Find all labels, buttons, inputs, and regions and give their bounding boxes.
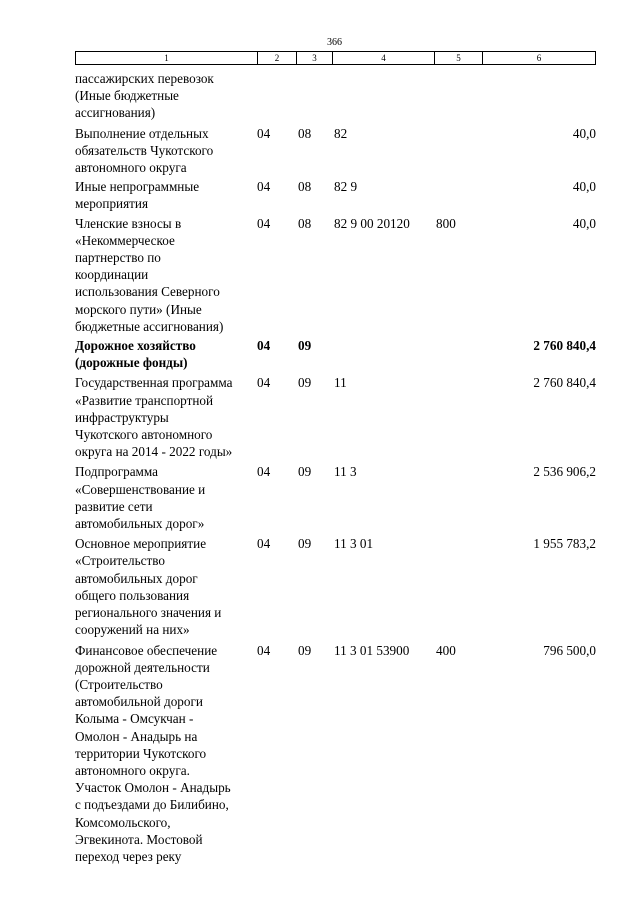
row-col-3: 08 [298,125,312,141]
row-name: пассажирских перевозок (Иные бюджетные ассигнования) [75,71,214,121]
row-col-2: 04 [257,125,271,141]
row-col-2: 04 [257,179,271,195]
table-row [75,535,596,638]
row-name: Дорожное хозяйство (дорожные фонды) [75,338,196,371]
row-col-4: 11 3 01 [334,536,374,552]
row-col-6: 40,0 [572,125,596,141]
row-col-3: 09 [298,338,312,354]
row-col-2: 04 [257,375,271,391]
table-row [75,337,596,371]
row-col-6: 1 955 783,2 [533,536,596,552]
row-col-4: 82 [334,125,348,141]
row-name: Основное мероприятие «Строительство автомобильных дорог общего пользования регионального значения и сооружений на них» [75,536,222,638]
row-col-4: 82 9 [334,179,358,195]
row-col-6: 2 760 840,4 [533,338,596,354]
header-col-1: 1 [75,51,258,65]
row-col-2: 04 [257,536,271,552]
row-col-4: 82 9 00 20120 [334,215,410,231]
row-col-4: 11 3 [334,464,357,480]
row-name: Выполнение отдельных обязательств Чукотского автономного округа [75,125,214,176]
row-name: Иные непрограммные мероприятия [75,179,200,212]
row-col-3: 08 [298,215,312,231]
header-col-4: 4 [333,51,435,65]
row-col-3: 09 [298,375,312,391]
row-name: Подпрограмма «Совершенствование и развитие сети автомобильных дорог» [75,464,206,532]
row-name: Членские взносы в «Некоммерческое партнерство по координации использования Северного морского пути» (Иные бюджетные ассигнования) [75,215,224,334]
row-col-6: 40,0 [572,179,596,195]
row-col-3: 08 [298,179,312,195]
row-col-3: 09 [298,464,312,480]
row-col-6: 2 536 906,2 [533,464,596,480]
table-row [75,70,596,122]
row-name: Финансовое обеспечение дорожной деятельности (Строительство автомобильной дороги Колыма - Омсукчан - Омолон - Анадырь на территории Чукотского автономного округа. Участок Омолон - Анадырь с подъездами до Билибино, Комсомольского, Эгвекинота. Мостовой переход через реку [75,642,231,864]
table-row [75,374,596,460]
row-col-6: 796 500,0 [543,642,596,658]
row-col-3: 09 [298,642,312,658]
row-col-2: 04 [257,215,271,231]
page-number: 366 [327,37,342,48]
row-col-5: 800 [436,215,456,231]
row-col-4: 11 [334,375,347,391]
table-row [75,463,596,532]
header-col-2: 2 [258,51,297,65]
row-col-4: 11 3 01 53900 [334,642,410,658]
header-col-5: 5 [435,51,483,65]
row-col-5: 400 [436,642,456,658]
header-col-6: 6 [483,51,596,65]
table-body [75,70,596,865]
table-row [75,178,596,212]
row-col-3: 09 [298,536,312,552]
header-col-3: 3 [297,51,333,65]
table-row [75,125,596,177]
row-col-2: 04 [257,338,271,354]
row-name: Государственная программа «Развитие транспортной инфраструктуры Чукотского автономного округа на 2014 - 2022 годы» [75,375,233,460]
row-col-6: 2 760 840,4 [533,375,596,391]
table-row [75,215,596,335]
row-col-6: 40,0 [572,215,596,231]
table-row [75,642,596,866]
row-col-2: 04 [257,464,271,480]
row-col-2: 04 [257,642,271,658]
